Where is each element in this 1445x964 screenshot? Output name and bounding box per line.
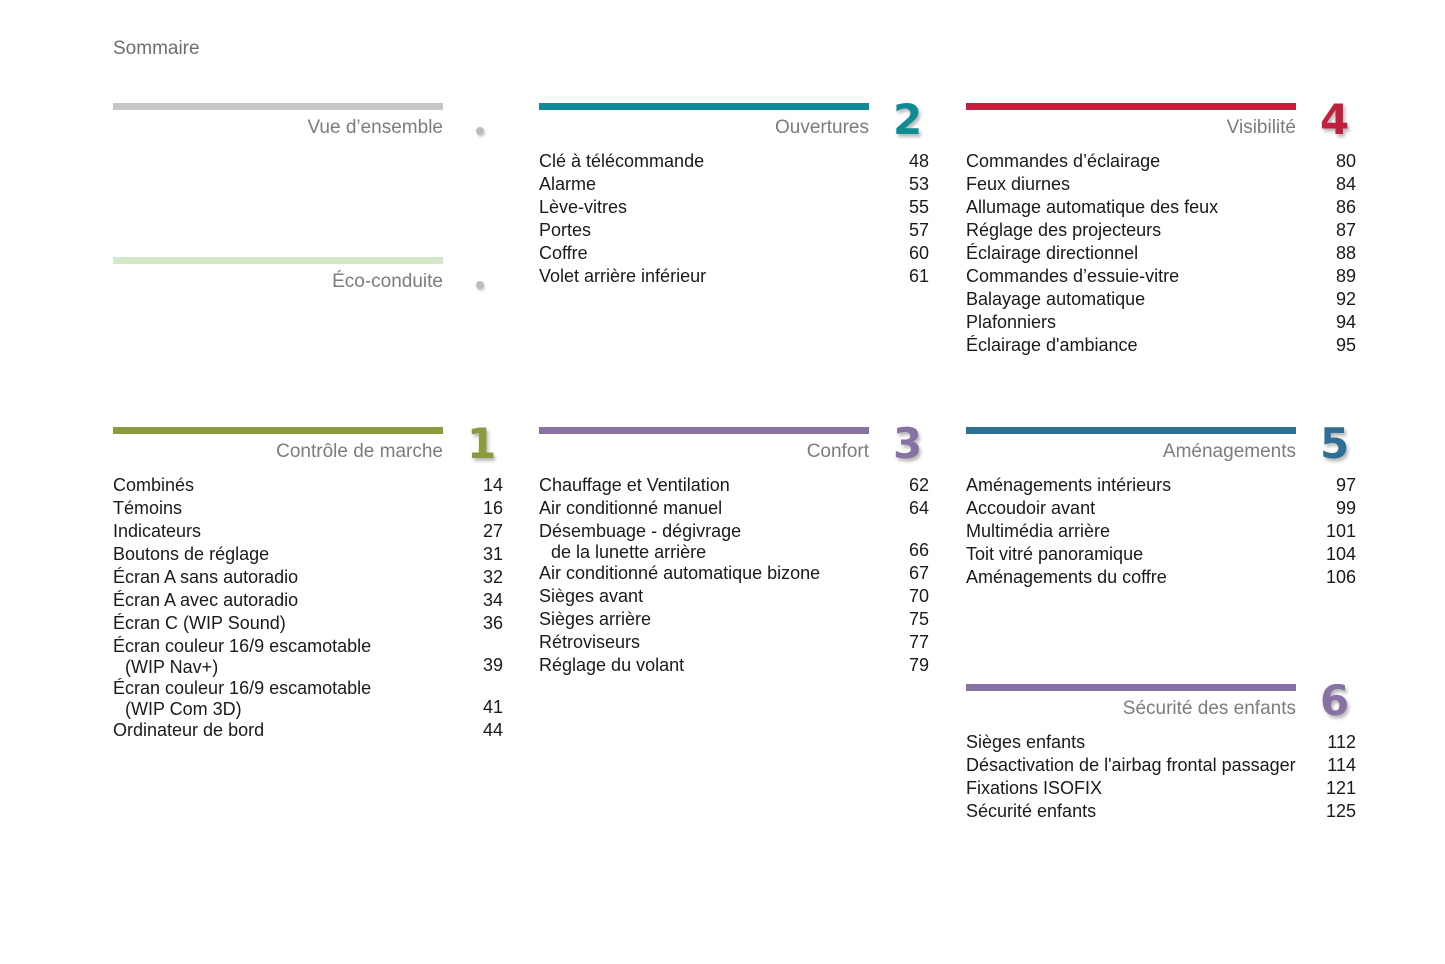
toc-entry-label: Accoudoir avant <box>966 498 1096 518</box>
toc-entry-label-continuation: (WIP Nav+) <box>125 657 219 677</box>
toc-entry[interactable] <box>966 497 1356 520</box>
toc-entry-page-number: 75 <box>908 609 929 629</box>
toc-entry-page-number: 16 <box>482 498 503 518</box>
toc-entry[interactable] <box>966 520 1356 543</box>
toc-entry-page-number: 14 <box>482 475 503 495</box>
toc-entry-page-number: 70 <box>908 586 929 606</box>
toc-entry-label: Combinés <box>113 475 195 495</box>
toc-entry[interactable] <box>966 474 1356 497</box>
toc-entry-label: Réglage des projecteurs <box>966 220 1162 240</box>
toc-entry-label: Écran A sans autoradio <box>113 567 299 587</box>
toc-entry-page-number: 67 <box>908 563 929 583</box>
toc-entry-label: Sièges avant <box>539 586 644 606</box>
toc-entry[interactable] <box>966 288 1356 311</box>
toc-entry-page-number: 87 <box>1335 220 1356 240</box>
toc-entry[interactable] <box>966 334 1356 357</box>
toc-entry[interactable] <box>113 612 503 635</box>
toc-entry[interactable] <box>966 196 1356 219</box>
section-title: Sécurité des enfants <box>1122 698 1296 719</box>
toc-entry[interactable] <box>539 173 929 196</box>
toc-list <box>966 150 1356 357</box>
section-title: Confort <box>806 441 869 462</box>
section-bar <box>113 427 443 434</box>
toc-entry[interactable] <box>539 585 929 608</box>
toc-entry-page-number: 125 <box>1325 801 1356 821</box>
toc-entry[interactable] <box>966 265 1356 288</box>
toc-list <box>966 474 1356 589</box>
section-title: Aménagements <box>1162 441 1296 462</box>
toc-entry[interactable] <box>966 150 1356 173</box>
toc-entry-label: Allumage automatique des feux <box>966 197 1219 217</box>
toc-entry-page-number: 36 <box>482 613 503 633</box>
toc-entry-label: Fixations ISOFIX <box>966 778 1103 798</box>
toc-entry-page-number: 92 <box>1335 289 1356 309</box>
toc-entry-label: Aménagements intérieurs <box>966 475 1172 495</box>
toc-entry-label: Portes <box>539 220 592 240</box>
toc-entry[interactable] <box>539 474 929 497</box>
toc-entry-page-number: 104 <box>1325 544 1356 564</box>
toc-entry-page-number: 48 <box>908 151 929 171</box>
toc-entry-page-number: 106 <box>1325 567 1356 587</box>
toc-entry-label: Commandes d’essuie-vitre <box>966 266 1180 286</box>
section-number: 5 <box>1320 419 1350 468</box>
toc-entry-page-number: 101 <box>1325 521 1356 541</box>
toc-entry-label: Plafonniers <box>966 312 1057 332</box>
toc-entry[interactable] <box>113 635 503 677</box>
toc-entry-label: Air conditionné manuel <box>539 498 723 518</box>
section-bar <box>966 684 1296 691</box>
toc-entry-label: Multimédia arrière <box>966 521 1111 541</box>
toc-entry-label: Écran couleur 16/9 escamotable <box>113 636 372 656</box>
toc-entry-label: Aménagements du coffre <box>966 567 1167 587</box>
toc-entry-label: Chauffage et Ventilation <box>539 475 730 495</box>
toc-entry-label: Éclairage directionnel <box>966 243 1139 263</box>
toc-entry-page-number: 62 <box>908 475 929 495</box>
section-marker-icon <box>476 281 484 289</box>
toc-entry[interactable] <box>966 242 1356 265</box>
toc-entry-label: Balayage automatique <box>966 289 1146 309</box>
section-title: Ouvertures <box>775 117 869 138</box>
toc-list <box>966 731 1356 823</box>
toc-entry-label: Alarme <box>539 174 597 194</box>
toc-entry[interactable] <box>539 562 929 585</box>
toc-entry[interactable] <box>539 196 929 219</box>
toc-entry-label: Désactivation de l'airbag frontal passager <box>966 755 1296 775</box>
toc-entry[interactable] <box>966 219 1356 242</box>
toc-entry-label: Commandes d’éclairage <box>966 151 1161 171</box>
toc-entry-page-number: 86 <box>1335 197 1356 217</box>
toc-entry-page-number: 64 <box>908 498 929 518</box>
toc-entry-page-number: 41 <box>482 697 503 717</box>
section-title: Vue d’ensemble <box>307 117 443 138</box>
toc-entry-label: Air conditionné automatique bizone <box>539 563 821 583</box>
toc-entry[interactable] <box>539 219 929 242</box>
toc-entry[interactable] <box>113 589 503 612</box>
toc-entry-label: Lève-vitres <box>539 197 628 217</box>
toc-entry-page-number: 55 <box>908 197 929 217</box>
toc-entry[interactable] <box>966 173 1356 196</box>
toc-entry-page-number: 66 <box>908 540 929 560</box>
toc-entry-label: Sécurité enfants <box>966 801 1097 821</box>
toc-entry[interactable] <box>539 654 929 677</box>
toc-entry-page-number: 84 <box>1335 174 1356 194</box>
toc-entry-page-number: 79 <box>908 655 929 675</box>
section-bar <box>113 257 443 264</box>
toc-entry[interactable] <box>113 520 503 543</box>
section-bar <box>966 103 1296 110</box>
toc-entry[interactable] <box>113 543 503 566</box>
toc-entry-label: Écran C (WIP Sound) <box>113 613 286 633</box>
toc-entry-page-number: 77 <box>908 632 929 652</box>
toc-entry-page-number: 60 <box>908 243 929 263</box>
toc-entry-page-number: 44 <box>482 720 503 740</box>
toc-entry-label: Éclairage d'ambiance <box>966 335 1138 355</box>
toc-entry[interactable] <box>966 731 1356 754</box>
toc-entry[interactable] <box>113 497 503 520</box>
toc-entry-page-number: 95 <box>1335 335 1356 355</box>
section-number: 4 <box>1320 95 1350 144</box>
section-title: Éco-conduite <box>332 271 443 292</box>
toc-entry[interactable] <box>966 566 1356 589</box>
toc-entry-page-number: 34 <box>482 590 503 610</box>
toc-entry[interactable] <box>539 150 929 173</box>
toc-entry-page-number: 114 <box>1327 755 1356 775</box>
toc-entry-label: Boutons de réglage <box>113 544 270 564</box>
toc-entry-page-number: 39 <box>482 655 503 675</box>
toc-entry[interactable] <box>539 608 929 631</box>
toc-entry-label: Sièges enfants <box>966 732 1086 752</box>
toc-entry-label: Sièges arrière <box>539 609 652 629</box>
toc-entry-page-number: 31 <box>482 544 503 564</box>
toc-list <box>113 474 503 742</box>
toc-entry-label: Volet arrière inférieur <box>539 266 707 286</box>
page-title: Sommaire <box>113 38 200 59</box>
toc-entry-page-number: 80 <box>1335 151 1356 171</box>
toc-entry-label: Ordinateur de bord <box>113 720 265 740</box>
toc-entry-label: Toit vitré panoramique <box>966 544 1144 564</box>
toc-entry[interactable] <box>113 677 503 719</box>
toc-entry[interactable] <box>539 497 929 520</box>
toc-entry-label-continuation: (WIP Com 3D) <box>125 699 242 719</box>
toc-entry-label: Écran A avec autoradio <box>113 590 299 610</box>
toc-entry[interactable] <box>966 311 1356 334</box>
section-bar <box>539 427 869 434</box>
section-title: Visibilité <box>1226 117 1296 138</box>
toc-entry-page-number: 89 <box>1335 266 1356 286</box>
toc-entry-page-number: 94 <box>1335 312 1356 332</box>
toc-entry-label: Feux diurnes <box>966 174 1071 194</box>
toc-list <box>539 150 929 288</box>
section-marker-icon <box>476 127 484 135</box>
toc-entry-page-number: 53 <box>908 174 929 194</box>
toc-entry-page-number: 88 <box>1335 243 1356 263</box>
toc-entry[interactable] <box>539 265 929 288</box>
section-number: 6 <box>1320 676 1350 725</box>
toc-entry-label: Coffre <box>539 243 588 263</box>
toc-entry-page-number: 121 <box>1325 778 1356 798</box>
toc-entry-page-number: 99 <box>1335 498 1356 518</box>
section-bar <box>966 427 1296 434</box>
toc-entry-label: Indicateurs <box>113 521 202 541</box>
toc-entry[interactable] <box>539 242 929 265</box>
toc-entry-page-number: 61 <box>908 266 929 286</box>
toc-entry[interactable] <box>966 754 1356 777</box>
toc-entry[interactable] <box>966 777 1356 800</box>
section-bar <box>113 103 443 110</box>
toc-entry-label: Rétroviseurs <box>539 632 641 652</box>
section-number: 2 <box>893 95 923 144</box>
toc-entry-page-number: 57 <box>908 220 929 240</box>
toc-entry[interactable] <box>113 566 503 589</box>
toc-entry[interactable] <box>966 800 1356 823</box>
toc-entry[interactable] <box>113 719 503 742</box>
toc-entry-label-continuation: de la lunette arrière <box>551 542 707 562</box>
toc-entry-label: Témoins <box>113 498 183 518</box>
toc-entry-label: Désembuage - dégivrage <box>539 521 742 541</box>
toc-entry[interactable] <box>539 520 929 562</box>
section-number: 3 <box>893 419 923 468</box>
toc-entry-page-number: 112 <box>1327 732 1356 752</box>
toc-entry[interactable] <box>539 631 929 654</box>
toc-entry-label: Écran couleur 16/9 escamotable <box>113 678 372 698</box>
section-title: Contrôle de marche <box>276 441 443 462</box>
toc-entry-label: Réglage du volant <box>539 655 685 675</box>
toc-list <box>539 474 929 677</box>
section-number: 1 <box>467 419 497 468</box>
toc-entry-label: Clé à télécommande <box>539 151 705 171</box>
toc-entry-page-number: 97 <box>1335 475 1356 495</box>
toc-entry-page-number: 32 <box>482 567 503 587</box>
toc-entry-page-number: 27 <box>482 521 503 541</box>
toc-entry[interactable] <box>966 543 1356 566</box>
toc-entry[interactable] <box>113 474 503 497</box>
section-bar <box>539 103 869 110</box>
